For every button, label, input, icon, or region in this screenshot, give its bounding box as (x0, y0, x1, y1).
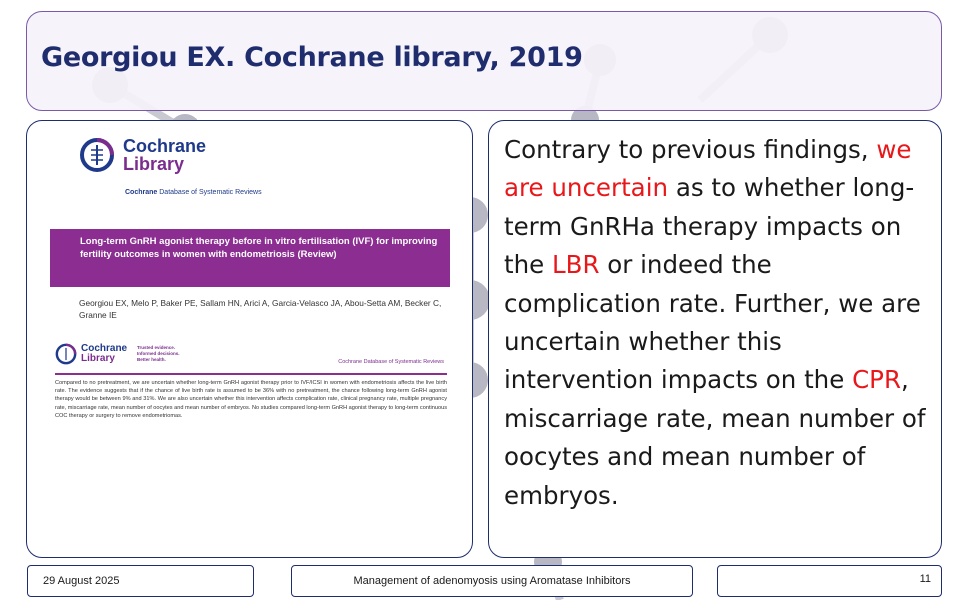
finding-text (504, 131, 934, 515)
finding-part-1: Contrary to previous findings, (504, 135, 877, 164)
cochrane-review-image (26, 120, 473, 558)
logo-cochrane-text: Cochrane (123, 136, 207, 156)
review-summary: Compared to no pretreatment, we are uncertain whether long-term GnRH agonist therapy prior to IVF/ICSI in women with endometriosis affects the live birth rate. The evidence suggests that if the chance of live birth rate is assumed to be 36% with no pretreatment, the chance following long-term GnRH agonist therapy would be between 9% and 31%. We are also uncertain whether this intervention affects complication rate, clinical pregnancy rate, multiple pregnancy rate, miscarriage rate, mean number of oocytes and mean number of embryos. No studies compared long-term GnRH agonist therapy to long-term continuous COC therapy or surgery to remove endometriomas. (55, 380, 447, 419)
tagline (137, 345, 180, 363)
small-cochrane-logo-icon (55, 343, 77, 365)
authors-line-1: Georgiou EX, Melo P, Baker PE, Sallam HN, Arici A, Garcia-Velasco JA, Abou-Setta AM, Becker C, (79, 298, 442, 308)
finding-part-4: , miscarriage rate, mean number of oocytes and mean number of embryos. (504, 365, 926, 510)
cochrane-logo-icon (79, 137, 115, 173)
tagline-3: Better health. (137, 357, 166, 362)
footer-date: 29 August 2025 (27, 565, 254, 597)
finding-part-2: as to whether long-term GnRHa therapy impacts on the (504, 173, 915, 280)
database-line (125, 189, 262, 196)
database-brand: Cochrane (125, 189, 158, 196)
highlight-lbr: LBR (552, 250, 600, 280)
slide-title: Georgiou EX. Cochrane library, 2019 (41, 42, 583, 73)
tagline-2: Informed decisions. (137, 351, 180, 356)
footer-title: Management of adenomyosis using Aromatase Inhibitors (291, 565, 693, 597)
highlight-cpr: CPR (852, 365, 901, 395)
tagline-1: Trusted evidence. (137, 345, 176, 350)
small-logo-cochrane-text: Cochrane (81, 343, 128, 354)
footer-page-number: 11 (717, 565, 942, 597)
database-name: Database of Systematic Reviews (159, 189, 262, 196)
divider (55, 373, 447, 375)
small-database-line: Cochrane Database of Systematic Reviews (338, 359, 444, 365)
cochrane-logo (79, 137, 206, 173)
finding-part-3: or indeed the complication rate. Further, we are uncertain whether this intervention impacts on the (504, 250, 921, 395)
small-cochrane-logo (55, 343, 127, 365)
logo-library-text: Library (123, 154, 185, 174)
finding-panel (488, 120, 942, 558)
small-logo-library-text: Library (81, 353, 115, 364)
slide-title-box (26, 11, 942, 111)
highlight-uncertain: we are uncertain (504, 135, 912, 203)
authors-line-2: Granne IE (79, 310, 117, 320)
review-title-banner: Long-term GnRH agonist therapy before in vitro fertilisation (IVF) for improving fertility outcomes in women with endometriosis (Review) (50, 229, 450, 287)
